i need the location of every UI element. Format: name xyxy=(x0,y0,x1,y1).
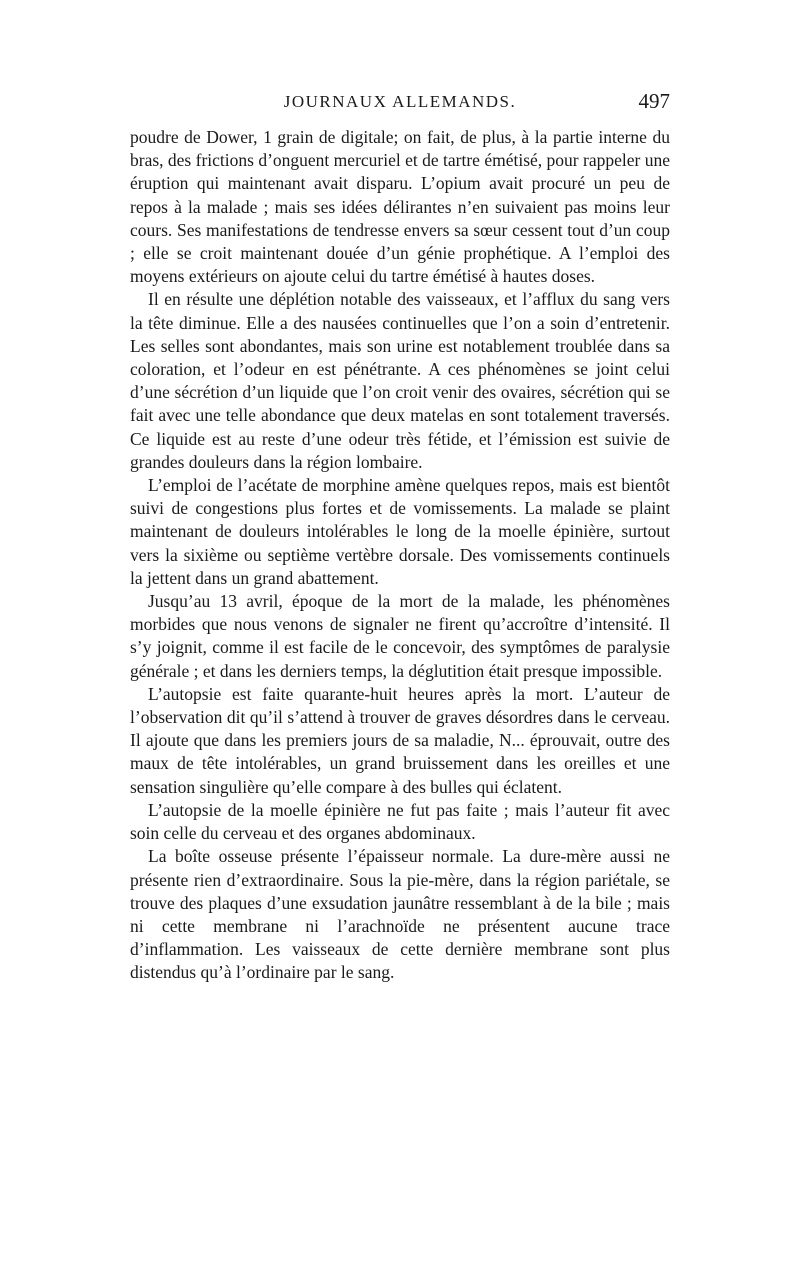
body-text xyxy=(130,126,670,985)
paragraph-depletion: Il en résulte une déplétion notable des vaisseaux, et l’afflux du sang vers la tête diminue. Elle a des nausées continuelles que l’on a soin d’entretenir. Les selles sont abondantes, mais son urine est notablement troublée dans sa coloration, et l’odeur en est pénétrante. A ces phénomènes se joint celui d’une sécrétion d’un liquide que l’on croit venir des ovaires, sécrétion qui se fait avec une telle abondance que deux matelas en sont totalement traversés. Ce liquide est au reste d’une odeur très fétide, et l’émission est suivie de grandes douleurs dans la région lombaire. xyxy=(130,289,670,472)
paragraph-spinal-cord: L’autopsie de la moelle épinière ne fut pas faite ; mais l’auteur fit avec soin celle du cerveau et des organes abdominaux. xyxy=(130,799,670,844)
paragraph-morphine: L’emploi de l’acétate de morphine amène quelques repos, mais est bientôt suivi de congestions plus fortes et de vomissements. La malade se plaint maintenant de douleurs intolérables le long de la moelle épinière, surtout vers la sixième ou septième vertèbre dorsale. Des vomissements continuels la jettent dans un grand abattement. xyxy=(130,475,670,588)
paragraph-continued: poudre de Dower, 1 grain de digitale; on fait, de plus, à la partie interne du bras, des frictions d’onguent mercuriel et de tartre émétisé, pour rappeler une éruption qui maintenant avait disparu. L’opium avait procuré un peu de repos à la malade ; mais ses idées délirantes n’en suivaient pas moins leur cours. Ses manifestations de tendresse envers sa sœur cessent tout d’un coup ; elle se croit maintenant douée d’un génie prophétique. A l’emploi des moyens extérieurs on ajoute celui du tartre émétisé à hautes doses. xyxy=(130,127,670,287)
running-head xyxy=(130,89,670,118)
page-number: 497 xyxy=(638,89,670,113)
paragraph-skull: La boîte osseuse présente l’épaisseur normale. La dure-mère aussi ne présente rien d’extraordinaire. Sous la pie-mère, dans la région pariétale, se trouve des plaques d’une exsudation jaunâtre ressemblant à de la bile ; mais ni cette membrane ni l’arachnoïde ne présentent aucune trace d’inflammation. Les vaisseaux de cette dernière membrane sont plus distendus qu’à l’ordinaire par le sang. xyxy=(130,846,670,983)
paragraph-autopsy: L’autopsie est faite quarante-huit heures après la mort. L’auteur de l’observation dit qu’il s’attend à trouver de graves désordres dans le cerveau. Il ajoute que dans les premiers jours de sa maladie, N... éprouvait, outre des maux de tête intolérables, un grand bruissement dans les oreilles et une sensation singulière qu’elle compare à des bulles qui éclatent. xyxy=(130,683,670,797)
running-title: JOURNAUX ALLEMANDS. xyxy=(283,92,517,111)
paragraph-death: Jusqu’au 13 avril, époque de la mort de la malade, les phénomènes morbides que nous venons de signaler ne firent qu’accroître d’intensité. Il s’y joignit, comme il est facile de le concevoir, des symptômes de paralysie générale ; et dans les derniers temps, la déglutition était presque impossible. xyxy=(130,591,670,681)
